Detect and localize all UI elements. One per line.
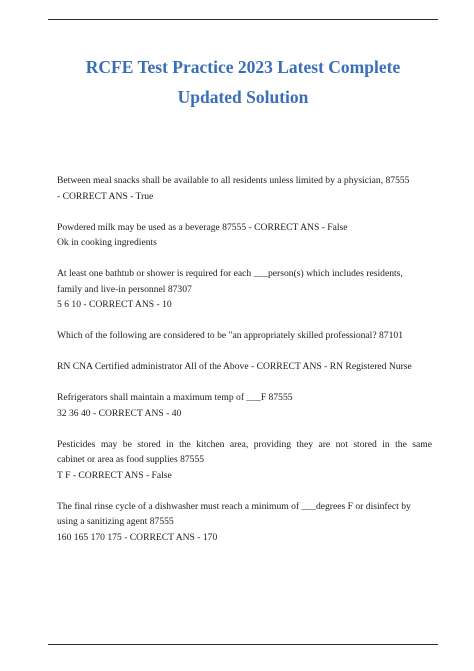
- question-item: [57, 328, 432, 344]
- question-item: [57, 173, 432, 204]
- answer-line: 160 165 170 175 - CORRECT ANS - 170: [57, 531, 218, 543]
- question-line: cabinet or area as food supplies 87555: [57, 454, 205, 465]
- answer-line: - CORRECT ANS - True: [57, 190, 154, 202]
- title-line-2: Updated Solution: [177, 87, 309, 107]
- title-line-1: RCFE Test Practice 2023 Latest Complete: [85, 57, 401, 77]
- question-item: [57, 220, 432, 251]
- answer-line: RN CNA Certified administrator All of the Above - CORRECT ANS - RN Registered Nurse: [57, 361, 412, 372]
- header-rule: [48, 19, 438, 20]
- question-item: [57, 437, 432, 484]
- document-title: [48, 52, 438, 112]
- question-item: [57, 390, 432, 421]
- question-line: Between meal snacks shall be available to all residents unless limited by a physician, 87555: [57, 175, 410, 186]
- answer-line: 5 6 10 - CORRECT ANS - 10: [57, 299, 172, 310]
- question-line: using a sanitizing agent 87555: [57, 516, 174, 527]
- question-line: The final rinse cycle of a dishwasher must reach a minimum of ___degrees F or disinfect by: [57, 500, 411, 512]
- note-line: Ok in cooking ingredients: [57, 237, 157, 248]
- question-item: [57, 266, 432, 313]
- footer-rule: [48, 644, 438, 645]
- question-line: Pesticides may be stored in the kitchen area, providing they are not stored in the same: [57, 438, 432, 450]
- question-list: [57, 173, 432, 561]
- question-line: Powdered milk may be used as a beverage 87555 - CORRECT ANS - False: [57, 221, 348, 233]
- question-item: [57, 499, 432, 546]
- question-item: [57, 359, 432, 375]
- question-line: family and live-in personnel 87307: [57, 283, 192, 295]
- answer-line: T F - CORRECT ANS - False: [57, 469, 172, 481]
- answer-line: 32 36 40 - CORRECT ANS - 40: [57, 407, 182, 419]
- question-line: Refrigerators shall maintain a maximum temp of ___F 87555: [57, 392, 293, 403]
- question-line: At least one bathtub or shower is required for each ___person(s) which includes residents,: [57, 268, 403, 279]
- question-line: Which of the following are considered to be "an appropriately skilled professional? 87101: [57, 330, 403, 341]
